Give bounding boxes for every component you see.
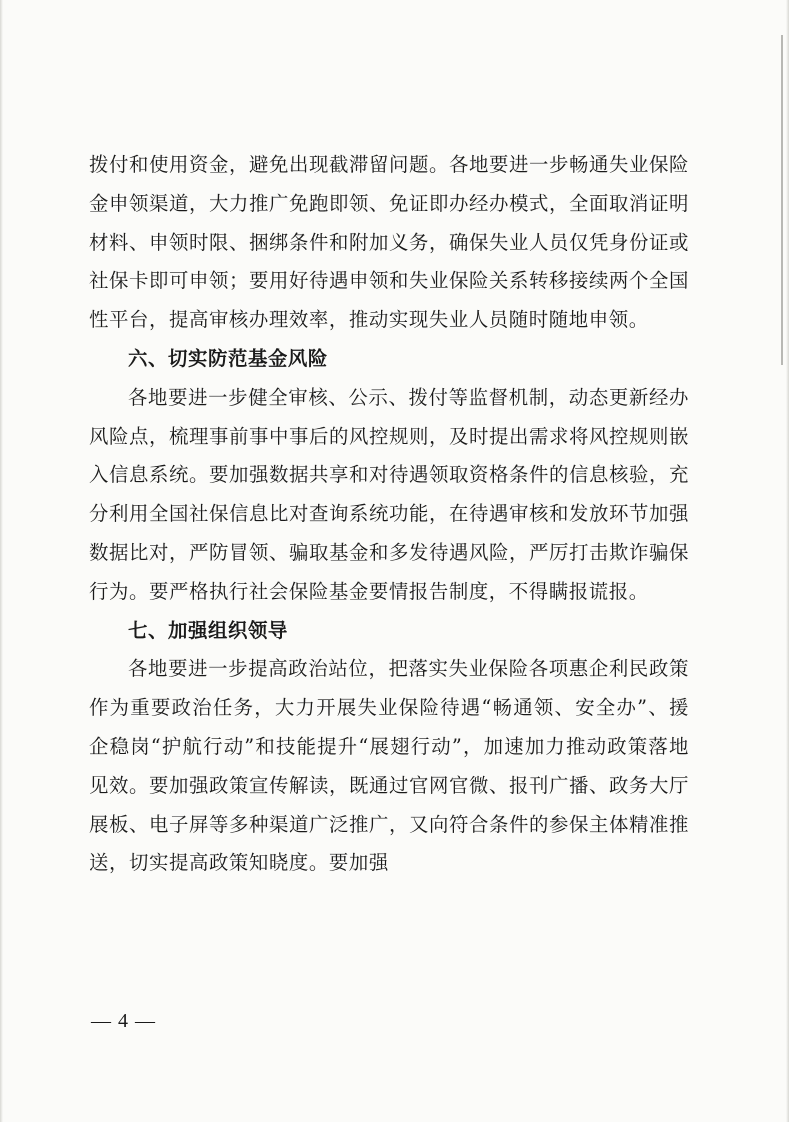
paragraph-organization-leadership: 各地要进一步提高政治站位，把落实失业保险各项惠企利民政策作为重要政治任务，大力开展失业保险待遇“畅通领、安全办”、援企稳岗“护航行动”和技能提升“展翅行动”，加速加力推动政策落地见效。要加强政策宣传解读，既通过官网官微、报刊广播、政务大厅展板、电子屏等多种渠道广泛推广，又向符合条件的参保主体精准推送，切实提高政策知晓度。要加强 [89, 657, 689, 875]
paragraph-fund-risk: 各地要进一步健全审核、公示、拨付等监督机制，动态更新经办风险点，梳理事前事中事后的风控规则，及时提出需求将风控规则嵌入信息系统。要加强数据共享和对待遇领取资格条件的信息核验，充分利用全国社保信息比对查询系统功能，在待遇审核和发放环节加强数据比对，严防冒领、骗取基金和多发待遇风险，严厉打击欺诈骗保行为。要严格执行社会保险基金要情报告制度，不得瞒报谎报。 [89, 385, 689, 603]
page-edge-left [0, 0, 3, 1122]
page-number: — 4 — [91, 1010, 156, 1032]
scan-artifact-line [781, 35, 783, 365]
section-heading-six: 六、切实防范基金风险 [128, 346, 328, 370]
paragraph-funds-disbursement: 拨付和使用资金，避免出现截滞留问题。各地要进一步畅通失业保险金申领渠道，大力推广免跑即领、免证即办经办模式，全面取消证明材料、申领时限、捆绑条件和附加义务，确保失业人员仅凭身份证或社保卡即可申领；要用好待遇申领和失业保险关系转移接续两个全国性平台，提高审核办理效率，推动实现失业人员随时随地申领。 [89, 153, 689, 332]
section-heading-seven: 七、加强组织领导 [128, 618, 288, 642]
document-body [89, 146, 689, 883]
